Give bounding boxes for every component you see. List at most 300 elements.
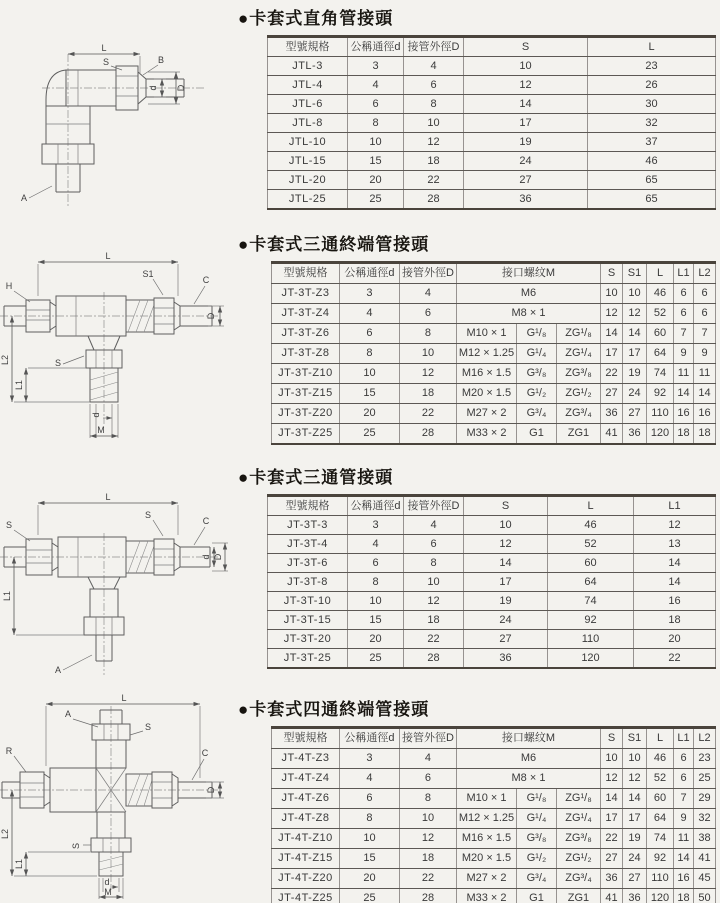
elbow-fitting-drawing [8,38,223,218]
table-cell: ZG1 [556,424,600,445]
table-cell: 26 [588,76,716,95]
section-elbow [236,4,716,210]
table-cell: 28 [404,649,464,669]
dim-label-A: A [54,665,62,675]
table-cell: JT-3T-Z15 [271,384,339,404]
table-cell: G1 [516,889,556,903]
table-cell: 16 [694,404,716,424]
table-cell: 60 [548,554,634,573]
table-cell: 6 [399,769,456,789]
table-cell: 60 [647,324,674,344]
table-cell: 36 [623,424,647,445]
table-cell: 14 [634,554,716,573]
table-cell: JTL-25 [268,190,348,210]
table-cell: 110 [647,869,674,889]
dim-label-S: S [54,358,62,368]
column-header: L [588,37,716,57]
table-cell: 10 [399,344,456,364]
header-row [271,728,715,749]
table-cell: JTL-6 [268,95,348,114]
table-cell: 8 [399,324,456,344]
table-cell: 46 [647,284,674,304]
section-title: ●卡套式直角管接頭 [238,9,394,28]
table-cell: 6 [694,284,716,304]
table-cell: JT-3T-15 [268,611,348,630]
table-cell: 12 [601,769,623,789]
table-cell: 74 [647,364,674,384]
dim-label-L2: L2 [0,354,10,366]
table-cell: G¹/₈ [516,324,556,344]
table-row [271,789,715,809]
table-cell: JT-3T-25 [268,649,348,669]
column-header: S [601,263,623,284]
spec-table [267,494,716,669]
table-cell: 6 [404,76,464,95]
table-cell: G¹/₂ [516,384,556,404]
table-cell: ZG1 [556,889,600,903]
table-cell: 27 [601,849,623,869]
table-cell: 52 [548,535,634,554]
dim-label-C: C [201,748,209,758]
table-cell: JTL-3 [268,57,348,76]
table-cell: JT-3T-10 [268,592,348,611]
dim-label-L: L [121,694,127,703]
table-cell: 22 [404,630,464,649]
table-cell: 18 [399,384,456,404]
table-cell: 29 [694,789,716,809]
table-cell: JT-4T-Z10 [271,829,339,849]
table-cell: 15 [348,611,404,630]
table-cell: 110 [647,404,674,424]
table-cell: 20 [348,630,404,649]
table-row [271,809,715,829]
column-header: L1 [634,496,716,516]
table-cell: M20 × 1.5 [456,384,516,404]
section-tee [236,463,716,669]
table-cell: 10 [601,749,623,769]
table-cell: JT-3T-20 [268,630,348,649]
table-cell: 9 [674,809,694,829]
table-row [268,611,716,630]
table-cell: 25 [339,424,399,445]
table-cell: 30 [588,95,716,114]
table-cell: 6 [674,304,694,324]
spec-table [271,261,716,445]
table-cell: 16 [674,404,694,424]
table-cell: 32 [588,114,716,133]
table-cell: JTL-10 [268,133,348,152]
table-cell: 7 [674,789,694,809]
table-cell: 52 [647,304,674,324]
table-cell: 7 [674,324,694,344]
column-header: S [601,728,623,749]
table-cell: M27 × 2 [456,869,516,889]
dim-label-d: d [91,412,101,418]
table-cell: 14 [634,573,716,592]
table-cell: 14 [464,554,548,573]
table-cell: ZG³/₈ [556,364,600,384]
column-header: S [464,496,548,516]
table-cell: 18 [634,611,716,630]
table-cell: 8 [399,789,456,809]
column-header: 型號規格 [271,728,339,749]
table-cell: 17 [601,344,623,364]
table-row [268,152,716,171]
table-cell: 8 [339,344,399,364]
table-cell: 36 [464,190,588,210]
table-cell: M12 × 1.25 [456,809,516,829]
table-cell: 50 [694,889,716,903]
dim-label-L: L [105,492,111,502]
column-header: 公稱通徑d [339,263,399,284]
table-cell: M8 × 1 [456,304,600,324]
table-cell: G1 [516,424,556,445]
table-cell: M33 × 2 [456,889,516,903]
table-cell: 12 [404,592,464,611]
table-cell: 15 [339,849,399,869]
table-row [271,829,715,849]
table-cell: 6 [404,535,464,554]
table-cell: JT-4T-Z15 [271,849,339,869]
table-cell: M33 × 2 [456,424,516,445]
table-cell: 22 [601,364,623,384]
table-cell: 8 [348,573,404,592]
table-cell: M10 × 1 [456,789,516,809]
table-cell: 22 [399,869,456,889]
cross-terminal-fitting-drawing [0,694,230,903]
table-row [268,171,716,190]
table-row [271,404,715,424]
table-cell: 12 [464,535,548,554]
table-row [271,324,715,344]
table-cell: 28 [404,190,464,210]
table-cell: 10 [348,133,404,152]
table-cell: 20 [348,171,404,190]
table-cell: 3 [339,749,399,769]
table-cell: 10 [464,516,548,535]
dim-label-L2: L2 [0,828,10,840]
table-cell: JT-4T-Z3 [271,749,339,769]
table-cell: 10 [623,749,647,769]
table-cell: 41 [694,849,716,869]
table-cell: G¹/₄ [516,809,556,829]
table-cell: ZG³/₈ [556,829,600,849]
dim-label-M: M [97,425,105,435]
table-cell: M8 × 1 [456,769,600,789]
table-cell: 10 [399,809,456,829]
table-cell: 14 [601,324,623,344]
table-cell: 12 [623,769,647,789]
table-row [271,424,715,445]
column-header: 型號規格 [268,37,348,57]
column-header: L [548,496,634,516]
table-cell: 27 [623,404,647,424]
dim-label-S-right: S [144,510,152,520]
table-cell: 10 [623,284,647,304]
table-cell: 22 [601,829,623,849]
column-header: S1 [623,728,647,749]
table-cell: 12 [399,829,456,849]
section-title: ●卡套式四通終端管接頭 [238,700,430,719]
table-cell: 8 [339,809,399,829]
dim-label-L: L [105,251,111,261]
table-cell: G³/₈ [516,364,556,384]
table-cell: 25 [339,889,399,903]
table-cell: ZG¹/₂ [556,384,600,404]
table-cell: 16 [674,869,694,889]
dim-label-L: L [101,43,107,53]
table-cell: M16 × 1.5 [456,364,516,384]
header-row [271,263,715,284]
table-cell: 45 [694,869,716,889]
table-cell: M20 × 1.5 [456,849,516,869]
table-cell: M10 × 1 [456,324,516,344]
table-cell: 14 [674,849,694,869]
dim-label-L1: L1 [2,590,12,602]
table-cell: 10 [601,284,623,304]
table-cell: ZG¹/₄ [556,809,600,829]
table-cell: 19 [464,133,588,152]
dim-label-S1: S1 [142,269,154,279]
column-header: 接口螺纹M [456,263,600,284]
dim-label-C: C [202,275,210,285]
table-cell: 18 [404,152,464,171]
table-cell: 20 [634,630,716,649]
table-cell: 6 [348,95,404,114]
dim-label-L1: L1 [14,379,24,391]
table-cell: 3 [339,284,399,304]
table-row [271,849,715,869]
table-cell: 36 [601,869,623,889]
table-cell: 20 [339,869,399,889]
table-cell: 46 [647,749,674,769]
column-header: 接口螺纹M [456,728,600,749]
table-row [268,630,716,649]
table-cell: 6 [399,304,456,324]
dim-label-D: D [213,553,223,561]
table-cell: JT-3T-Z8 [271,344,339,364]
table-cell: 27 [623,869,647,889]
table-cell: JT-3T-Z20 [271,404,339,424]
table-cell: 120 [647,889,674,903]
tee-fitting-drawing [0,489,230,689]
table-cell: ZG³/₄ [556,869,600,889]
table-cell: ZG¹/₂ [556,849,600,869]
table-cell: 12 [623,304,647,324]
table-cell: 36 [464,649,548,669]
table-cell: 20 [339,404,399,424]
column-header: L [647,728,674,749]
table-cell: 23 [694,749,716,769]
table-row [271,304,715,324]
table-cell: 64 [647,344,674,364]
table-cell: 4 [348,535,404,554]
table-cell: 14 [464,95,588,114]
table-cell: 120 [647,424,674,445]
table-cell: 38 [694,829,716,849]
table-row [271,869,715,889]
table-cell: 8 [348,114,404,133]
table-cell: G¹/₈ [516,789,556,809]
table-cell: 25 [348,649,404,669]
table-cell: 12 [634,516,716,535]
dim-label-D: D [176,84,186,92]
table-row [268,592,716,611]
tee-terminal-fitting-drawing [0,248,230,446]
table-cell: 18 [674,424,694,445]
table-cell: 4 [339,769,399,789]
table-cell: ZG³/₄ [556,404,600,424]
table-cell: JT-3T-4 [268,535,348,554]
table-cell: JTL-15 [268,152,348,171]
table-row [268,535,716,554]
table-cell: 3 [348,57,404,76]
table-cell: 60 [647,789,674,809]
dim-label-C: C [202,516,210,526]
dim-label-L1: L1 [14,858,24,870]
table-cell: 12 [464,76,588,95]
column-header: 公稱通徑d [348,37,404,57]
column-header: 公稱通徑d [339,728,399,749]
dim-label-B: B [157,55,165,65]
dim-label-S: S [102,57,110,67]
column-header: L2 [694,263,716,284]
table-cell: JT-3T-Z25 [271,424,339,445]
table-cell: M27 × 2 [456,404,516,424]
dim-label-S-bottom: S [71,842,81,850]
table-cell: 6 [694,304,716,324]
column-header: 型號規格 [268,496,348,516]
table-cell: 3 [348,516,404,535]
table-cell: 4 [399,284,456,304]
table-cell: 16 [634,592,716,611]
table-cell: 18 [399,849,456,869]
table-cell: JTL-8 [268,114,348,133]
table-cell: 41 [601,889,623,903]
dim-label-M: M [104,887,112,897]
table-cell: 17 [464,114,588,133]
table-cell: JT-4T-Z4 [271,769,339,789]
table-cell: JTL-4 [268,76,348,95]
dim-label-H: H [5,281,13,291]
table-cell: 12 [601,304,623,324]
table-cell: JT-3T-Z6 [271,324,339,344]
table-cell: M12 × 1.25 [456,344,516,364]
table-cell: JT-3T-6 [268,554,348,573]
table-cell: 6 [674,769,694,789]
table-cell: 4 [348,76,404,95]
table-cell: 11 [674,364,694,384]
table-cell: 32 [694,809,716,829]
table-cell: 4 [404,516,464,535]
table-cell: 65 [588,190,716,210]
table-cell: 27 [601,384,623,404]
table-cell: 22 [634,649,716,669]
table-cell: 4 [404,57,464,76]
table-cell: 12 [399,364,456,384]
table-cell: M16 × 1.5 [456,829,516,849]
column-header: L1 [674,728,694,749]
table-row [271,364,715,384]
table-row [268,57,716,76]
table-cell: 10 [339,364,399,384]
table-cell: 10 [404,573,464,592]
table-cell: 11 [694,364,716,384]
table-row [268,649,716,669]
section-cross-terminal [236,695,716,903]
table-cell: 18 [694,424,716,445]
dim-label-S-left: S [5,520,13,530]
column-header: 接管外徑D [399,728,456,749]
table-cell: 6 [339,324,399,344]
spec-table [267,35,716,210]
table-cell: 74 [647,829,674,849]
table-row [268,516,716,535]
table-row [268,133,716,152]
table-cell: M6 [456,749,600,769]
table-cell: 22 [404,171,464,190]
section-title: ●卡套式三通終端管接頭 [238,235,430,254]
table-cell: 17 [601,809,623,829]
table-cell: 25 [348,190,404,210]
table-cell: JT-4T-Z6 [271,789,339,809]
table-cell: 24 [623,384,647,404]
table-cell: G¹/₄ [516,344,556,364]
table-cell: 64 [548,573,634,592]
table-cell: 6 [674,284,694,304]
table-cell: 65 [588,171,716,190]
column-header: S [464,37,588,57]
table-cell: 9 [674,344,694,364]
table-cell: 46 [548,516,634,535]
table-row [271,889,715,903]
table-cell: 6 [339,789,399,809]
table-cell: 13 [634,535,716,554]
table-cell: 46 [588,152,716,171]
dim-label-d: d [148,85,158,91]
column-header: L [647,263,674,284]
table-cell: 24 [464,152,588,171]
table-row [271,284,715,304]
table-row [268,76,716,95]
table-cell: 92 [647,384,674,404]
table-cell: 27 [464,630,548,649]
spec-table [271,726,716,903]
table-cell: 6 [674,749,694,769]
table-cell: 14 [623,789,647,809]
table-cell: 24 [623,849,647,869]
table-cell: 92 [647,849,674,869]
table-cell: 14 [694,384,716,404]
table-cell: JT-3T-Z3 [271,284,339,304]
table-cell: JT-4T-Z20 [271,869,339,889]
dim-label-d: d [201,554,211,560]
table-cell: 41 [601,424,623,445]
table-cell: 17 [464,573,548,592]
table-cell: 28 [399,889,456,903]
column-header: 型號規格 [271,263,339,284]
table-cell: 17 [623,809,647,829]
table-row [271,344,715,364]
table-cell: 74 [548,592,634,611]
table-row [268,190,716,210]
table-cell: 23 [588,57,716,76]
table-cell: 24 [464,611,548,630]
table-cell: ZG¹/₈ [556,324,600,344]
table-cell: 27 [464,171,588,190]
table-row [271,769,715,789]
table-cell: 64 [647,809,674,829]
